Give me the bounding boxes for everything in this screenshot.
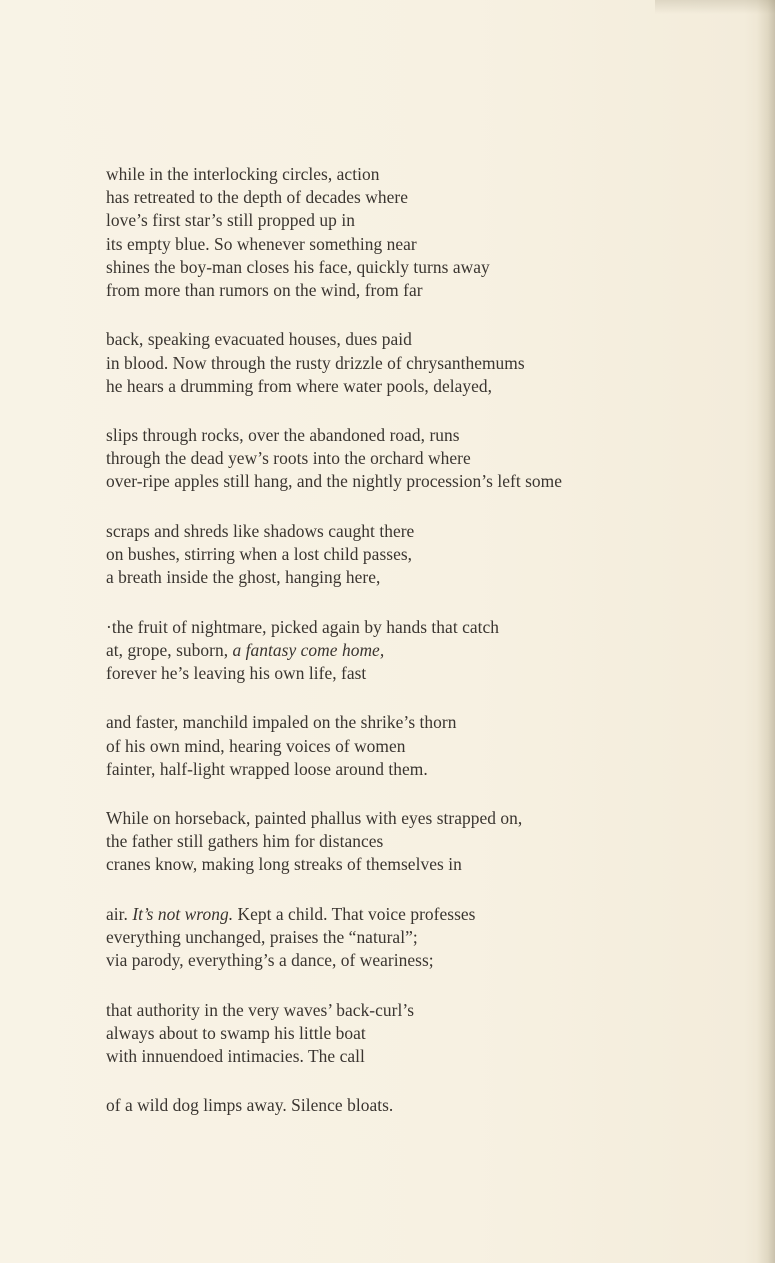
poem-line: he hears a drumming from where water pools, delayed,	[106, 375, 493, 396]
poem-line: a breath inside the ghost, hanging here,	[106, 567, 381, 588]
poem-line: slips through rocks, over the abandoned road, runs	[106, 425, 460, 446]
stanza	[106, 520, 562, 590]
poem-line: ·the fruit of nightmare, picked again by hands that catch	[106, 616, 500, 637]
poem-line: its empty blue. So whenever something near	[106, 233, 417, 254]
poem-line: of a wild dog limps away. Silence bloats.	[106, 1095, 394, 1116]
stanza	[106, 999, 562, 1069]
poem-text	[106, 163, 562, 1118]
poem-line: and faster, manchild impaled on the shrike’s thorn	[106, 712, 457, 733]
poem-line: back, speaking evacuated houses, dues paid	[106, 329, 412, 350]
stanza	[106, 328, 562, 398]
stanza	[106, 163, 562, 302]
poem-line: from more than rumors on the wind, from far	[106, 279, 423, 300]
page-edge-shadow	[757, 0, 775, 1263]
stanza	[106, 903, 562, 973]
poem-line: always about to swamp his little boat	[106, 1022, 366, 1043]
poem-line: on bushes, stirring when a lost child passes,	[106, 544, 413, 564]
poem-line: at, grope, suborn, a fantasy come home,	[106, 639, 385, 660]
poem-line: the father still gathers him for distances	[106, 831, 384, 852]
italic-phrase: It’s not wrong.	[132, 903, 234, 924]
stanza	[106, 807, 562, 877]
stanza	[106, 616, 562, 686]
italic-phrase: a fantasy come home,	[232, 639, 385, 660]
poem-line: forever he’s leaving his own life, fast	[106, 662, 367, 683]
stanza	[106, 711, 562, 781]
poem-line: love’s first star’s still propped up in	[106, 210, 355, 231]
poem-line: air. It’s not wrong. Kept a child. That voice professes	[106, 903, 476, 924]
poem-line: everything unchanged, praises the “natural”;	[106, 927, 418, 947]
poem-line: scraps and shreds like shadows caught there	[106, 520, 415, 541]
poem-line: over-ripe apples still hang, and the nightly procession’s left some	[106, 471, 563, 492]
poem-line: While on horseback, painted phallus with eyes strapped on,	[106, 808, 523, 829]
poem-line: that authority in the very waves’ back-curl’s	[106, 999, 415, 1020]
poem-line: via parody, everything’s a dance, of weariness;	[106, 950, 434, 971]
poem-line: cranes know, making long streaks of themselves in	[106, 854, 462, 875]
stanza	[106, 424, 562, 494]
page-corner-shadow	[655, 0, 775, 14]
stanza	[106, 1094, 562, 1117]
poem-line: fainter, half-light wrapped loose around them.	[106, 758, 428, 779]
poem-line: has retreated to the depth of decades where	[106, 187, 408, 208]
poem-line: through the dead yew’s roots into the orchard where	[106, 448, 471, 469]
poem-line: with innuendoed intimacies. The call	[106, 1045, 365, 1066]
poem-line: in blood. Now through the rusty drizzle of chrysanthemums	[106, 352, 525, 373]
poem-line: of his own mind, hearing voices of women	[106, 735, 406, 756]
poem-line: shines the boy-man closes his face, quickly turns away	[106, 256, 490, 277]
poem-line: while in the interlocking circles, action	[106, 164, 380, 184]
